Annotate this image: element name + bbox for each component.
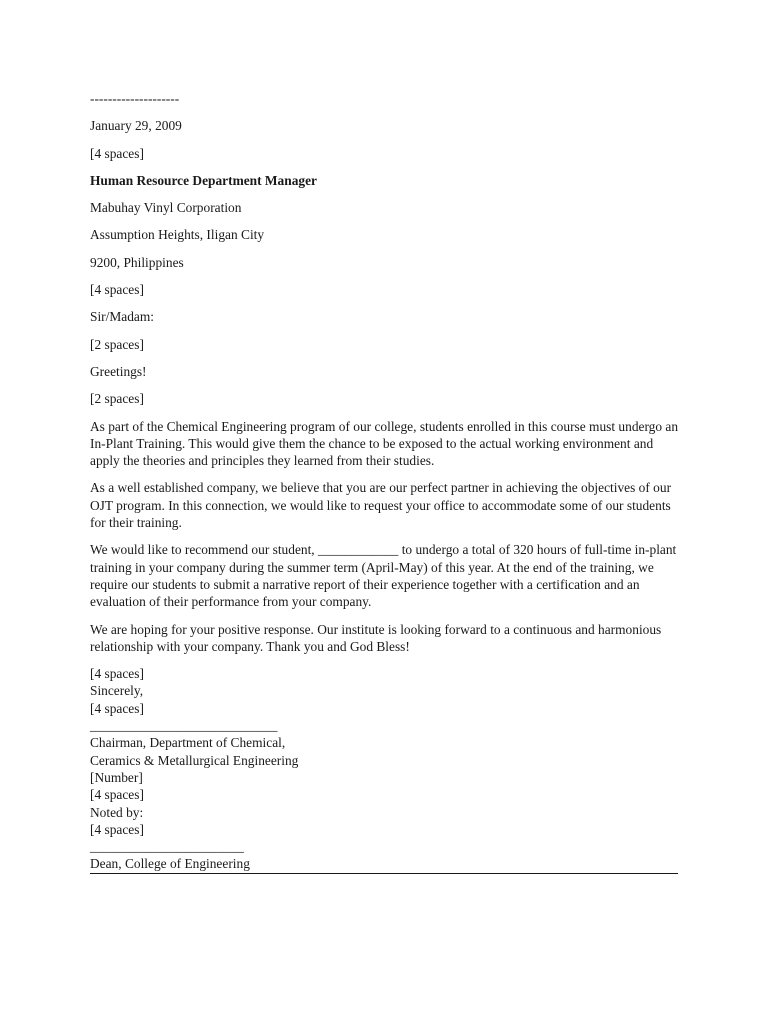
- signer-number: [Number]: [90, 769, 143, 785]
- recipient-address-line2: 9200, Philippines: [90, 254, 184, 270]
- body-paragraph-3: We would like to recommend our student, ____________ to undergo a total of 320 hours of full-time in-plant training in your company during the summer term (April-May) of this year. At the end of the training, we require our students to submit a narrative report of their experience together with a certification and an evaluation of their performance from your company.: [90, 542, 677, 610]
- spacing-note: [4 spaces]: [90, 821, 144, 837]
- signature-line: _______________________: [90, 839, 244, 855]
- spacing-note: [4 spaces]: [90, 666, 144, 682]
- body-paragraph-4: We are hoping for your positive response. Our institute is looking forward to a continuous and harmonious relationship with your company. Thank you and God Bless!: [90, 621, 662, 654]
- signer-title-line2: Ceramics & Metallurgical Engineering: [90, 752, 299, 768]
- signer-title-line1: Chairman, Department of Chemical,: [90, 735, 286, 751]
- body-paragraph-1: As part of the Chemical Engineering program of our college, students enrolled in this course must undergo an In-Plant Training. This would give them the chance to be exposed to the actual working environment and apply the theories and principles they learned from their studies.: [90, 418, 679, 469]
- closing: Sincerely,: [90, 683, 144, 699]
- spacing-note: [4 spaces]: [90, 787, 144, 803]
- noted-by: Noted by:: [90, 804, 144, 820]
- greeting: Greetings!: [90, 363, 147, 379]
- spacing-note: [4 spaces]: [90, 282, 144, 298]
- spacing-note: [2 spaces]: [90, 391, 144, 407]
- spacing-note: [4 spaces]: [90, 145, 144, 161]
- letter-page: [90, 90, 680, 874]
- letter-date: January 29, 2009: [90, 118, 182, 134]
- divider: --------------------: [90, 91, 180, 106]
- spacing-note: [2 spaces]: [90, 336, 144, 352]
- recipient-address-line1: Assumption Heights, Iligan City: [90, 227, 265, 243]
- recipient-title: Human Resource Department Manager: [90, 172, 317, 188]
- spacing-note: [4 spaces]: [90, 700, 144, 716]
- signature-line: ____________________________: [90, 718, 278, 734]
- body-paragraph-2: As a well established company, we believe that you are our perfect partner in achieving the objectives of our OJT program. In this connection, we would like to request your office to accommodate some of our students for their training.: [90, 480, 672, 531]
- dean-signer: Dean, College of Engineering: [90, 855, 678, 873]
- salutation: Sir/Madam:: [90, 309, 154, 325]
- recipient-company: Mabuhay Vinyl Corporation: [90, 200, 242, 216]
